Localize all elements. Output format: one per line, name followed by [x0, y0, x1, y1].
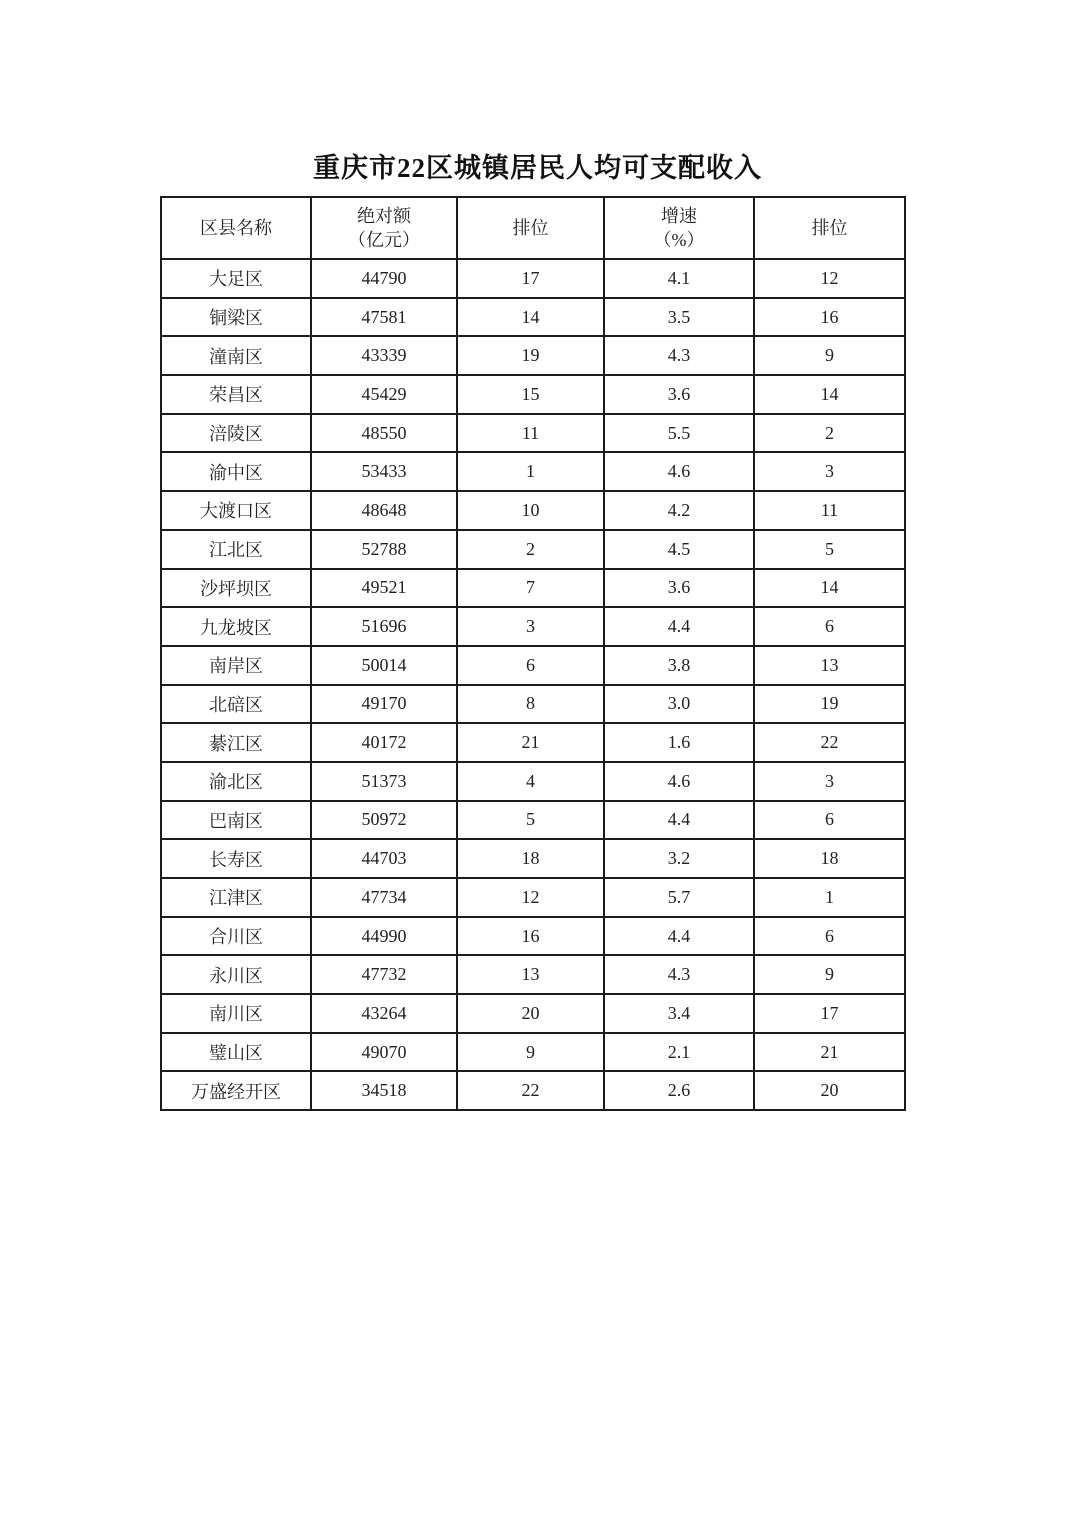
- table-body: [161, 259, 905, 1110]
- cell-district: 万盛经开区: [161, 1071, 311, 1110]
- cell-district: 合川区: [161, 917, 311, 956]
- table-row: [161, 685, 905, 724]
- cell-growth: 3.2: [604, 839, 754, 878]
- cell-growth: 4.3: [604, 336, 754, 375]
- cell-district: 江津区: [161, 878, 311, 917]
- header-district-name-label: 区县名称: [200, 217, 272, 238]
- cell-growth: 4.1: [604, 259, 754, 298]
- cell-growth-rank: 22: [754, 723, 905, 762]
- table-row: [161, 917, 905, 956]
- table-row: [161, 646, 905, 685]
- cell-growth-rank: 19: [754, 685, 905, 724]
- cell-growth-rank: 1: [754, 878, 905, 917]
- table-row: [161, 801, 905, 840]
- cell-district: 北碚区: [161, 685, 311, 724]
- cell-growth: 1.6: [604, 723, 754, 762]
- cell-growth: 5.5: [604, 414, 754, 453]
- table-row: [161, 298, 905, 337]
- cell-amount: 53433: [311, 452, 457, 491]
- cell-growth: 4.3: [604, 955, 754, 994]
- cell-district: 璧山区: [161, 1033, 311, 1072]
- cell-growth-rank: 14: [754, 375, 905, 414]
- cell-amount: 49521: [311, 569, 457, 608]
- cell-amount-rank: 18: [457, 839, 604, 878]
- header-amount-rank: [457, 197, 604, 259]
- cell-district: 巴南区: [161, 801, 311, 840]
- cell-growth-rank: 6: [754, 801, 905, 840]
- header-absolute-amount: [311, 197, 457, 259]
- cell-growth-rank: 6: [754, 917, 905, 956]
- cell-amount: 40172: [311, 723, 457, 762]
- cell-district: 沙坪坝区: [161, 569, 311, 608]
- cell-district: 南岸区: [161, 646, 311, 685]
- cell-amount-rank: 10: [457, 491, 604, 530]
- cell-amount-rank: 15: [457, 375, 604, 414]
- cell-growth: 2.1: [604, 1033, 754, 1072]
- cell-district: 长寿区: [161, 839, 311, 878]
- table-row: [161, 839, 905, 878]
- income-table: [160, 196, 906, 1111]
- cell-amount: 49170: [311, 685, 457, 724]
- cell-growth: 4.5: [604, 530, 754, 569]
- header-district-name: [161, 197, 311, 259]
- table-row: [161, 530, 905, 569]
- cell-district: 大渡口区: [161, 491, 311, 530]
- cell-district: 綦江区: [161, 723, 311, 762]
- cell-amount-rank: 1: [457, 452, 604, 491]
- table-row: [161, 607, 905, 646]
- header-absolute-amount-unit: （亿元）: [348, 230, 420, 250]
- cell-growth: 4.2: [604, 491, 754, 530]
- cell-district: 渝中区: [161, 452, 311, 491]
- table-row: [161, 994, 905, 1033]
- cell-growth: 3.8: [604, 646, 754, 685]
- cell-amount-rank: 22: [457, 1071, 604, 1110]
- cell-amount-rank: 5: [457, 801, 604, 840]
- cell-amount-rank: 8: [457, 685, 604, 724]
- cell-amount-rank: 17: [457, 259, 604, 298]
- cell-district: 永川区: [161, 955, 311, 994]
- table-row: [161, 491, 905, 530]
- cell-growth: 3.4: [604, 994, 754, 1033]
- cell-growth-rank: 21: [754, 1033, 905, 1072]
- cell-amount: 43339: [311, 336, 457, 375]
- cell-growth: 3.6: [604, 375, 754, 414]
- cell-growth: 4.4: [604, 917, 754, 956]
- cell-amount-rank: 12: [457, 878, 604, 917]
- cell-growth-rank: 9: [754, 955, 905, 994]
- table-row: [161, 375, 905, 414]
- table-row: [161, 878, 905, 917]
- cell-growth: 2.6: [604, 1071, 754, 1110]
- cell-amount: 52788: [311, 530, 457, 569]
- cell-growth-rank: 11: [754, 491, 905, 530]
- cell-growth-rank: 17: [754, 994, 905, 1033]
- cell-growth-rank: 2: [754, 414, 905, 453]
- cell-amount: 44790: [311, 259, 457, 298]
- cell-district: 荣昌区: [161, 375, 311, 414]
- cell-growth-rank: 9: [754, 336, 905, 375]
- cell-growth: 3.0: [604, 685, 754, 724]
- cell-growth: 4.6: [604, 762, 754, 801]
- cell-amount: 48550: [311, 414, 457, 453]
- table-row: [161, 259, 905, 298]
- header-growth-rate-label: 增速: [661, 205, 697, 226]
- cell-growth-rank: 18: [754, 839, 905, 878]
- header-growth-rate: [604, 197, 754, 259]
- cell-amount: 44990: [311, 917, 457, 956]
- cell-growth-rank: 20: [754, 1071, 905, 1110]
- cell-amount: 47732: [311, 955, 457, 994]
- cell-district: 涪陵区: [161, 414, 311, 453]
- cell-amount-rank: 9: [457, 1033, 604, 1072]
- cell-district: 江北区: [161, 530, 311, 569]
- cell-amount: 47581: [311, 298, 457, 337]
- page-title: 重庆市22区城镇居民人均可支配收入: [313, 153, 762, 183]
- table-row: [161, 955, 905, 994]
- cell-growth-rank: 16: [754, 298, 905, 337]
- table-row: [161, 336, 905, 375]
- cell-amount-rank: 14: [457, 298, 604, 337]
- cell-growth-rank: 13: [754, 646, 905, 685]
- cell-amount: 48648: [311, 491, 457, 530]
- cell-growth-rank: 3: [754, 762, 905, 801]
- cell-amount-rank: 3: [457, 607, 604, 646]
- table-row: [161, 723, 905, 762]
- table-header-row: [161, 197, 905, 259]
- cell-growth: 4.4: [604, 607, 754, 646]
- cell-amount: 51373: [311, 762, 457, 801]
- cell-amount: 51696: [311, 607, 457, 646]
- cell-amount: 49070: [311, 1033, 457, 1072]
- cell-amount-rank: 20: [457, 994, 604, 1033]
- header-amount-rank-label: 排位: [512, 217, 549, 238]
- cell-amount: 44703: [311, 839, 457, 878]
- cell-amount-rank: 13: [457, 955, 604, 994]
- cell-amount: 34518: [311, 1071, 457, 1110]
- cell-growth-rank: 12: [754, 259, 905, 298]
- header-growth-rank-label: 排位: [811, 217, 848, 238]
- cell-amount-rank: 7: [457, 569, 604, 608]
- cell-growth-rank: 14: [754, 569, 905, 608]
- table-row: [161, 569, 905, 608]
- header-absolute-amount-label: 绝对额: [357, 205, 411, 226]
- cell-district: 铜梁区: [161, 298, 311, 337]
- cell-district: 大足区: [161, 259, 311, 298]
- table-row: [161, 452, 905, 491]
- table-row: [161, 1033, 905, 1072]
- cell-growth-rank: 6: [754, 607, 905, 646]
- cell-growth-rank: 3: [754, 452, 905, 491]
- cell-district: 南川区: [161, 994, 311, 1033]
- cell-district: 潼南区: [161, 336, 311, 375]
- cell-amount-rank: 16: [457, 917, 604, 956]
- cell-amount-rank: 2: [457, 530, 604, 569]
- cell-amount-rank: 19: [457, 336, 604, 375]
- cell-amount: 43264: [311, 994, 457, 1033]
- cell-amount: 50014: [311, 646, 457, 685]
- cell-amount-rank: 6: [457, 646, 604, 685]
- table-row: [161, 1071, 905, 1110]
- table-row: [161, 414, 905, 453]
- cell-amount-rank: 21: [457, 723, 604, 762]
- cell-amount: 47734: [311, 878, 457, 917]
- cell-growth: 4.6: [604, 452, 754, 491]
- cell-growth: 5.7: [604, 878, 754, 917]
- cell-growth-rank: 5: [754, 530, 905, 569]
- cell-growth: 4.4: [604, 801, 754, 840]
- cell-district: 九龙坡区: [161, 607, 311, 646]
- cell-amount-rank: 11: [457, 414, 604, 453]
- cell-growth: 3.6: [604, 569, 754, 608]
- cell-amount: 45429: [311, 375, 457, 414]
- cell-amount: 50972: [311, 801, 457, 840]
- header-growth-rank: [754, 197, 905, 259]
- cell-growth: 3.5: [604, 298, 754, 337]
- table-row: [161, 762, 905, 801]
- header-growth-rate-unit: （%）: [653, 230, 705, 250]
- cell-amount-rank: 4: [457, 762, 604, 801]
- cell-district: 渝北区: [161, 762, 311, 801]
